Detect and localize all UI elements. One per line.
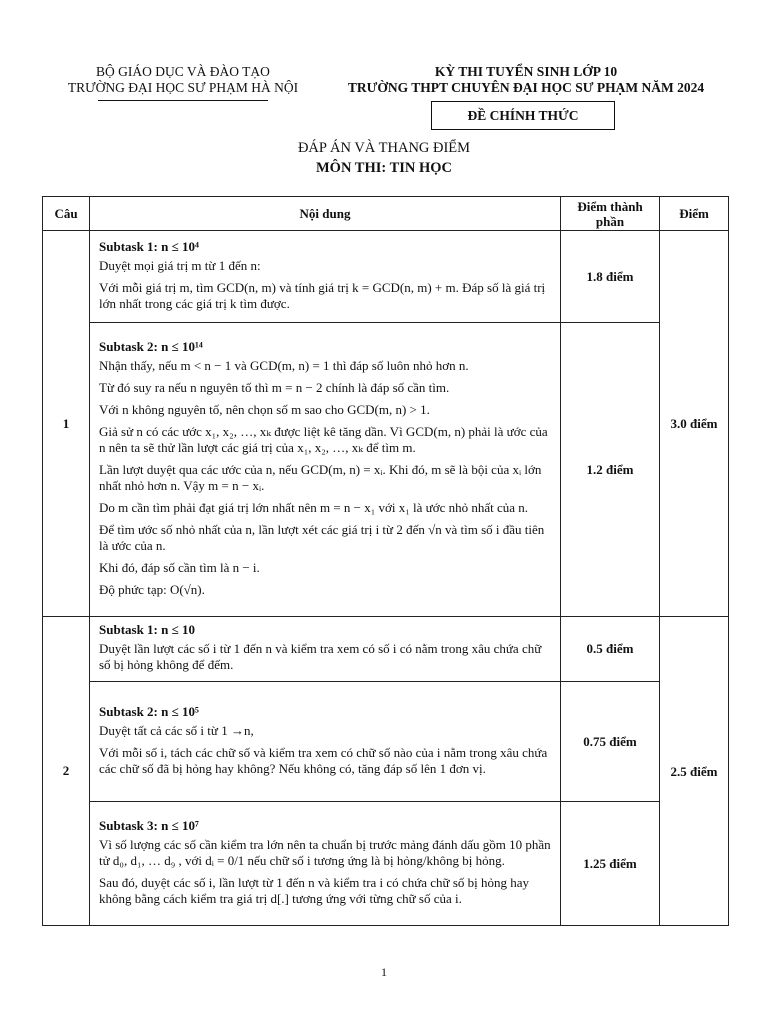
content-line: Với mỗi giá trị m, tìm GCD(n, m) và tính giá trị k = GCD(n, m) + m. Đáp số là giá trị lớn nhất trong các giá trị k tìm được. [99, 279, 546, 311]
subtask-points: 1.25 điểm [561, 802, 660, 926]
table-row [43, 682, 729, 802]
table-row [43, 231, 729, 323]
content-line: Để tìm ước số nhỏ nhất của n, lần lượt xét các giá trị i từ 2 đến √n và tìm số i đầu tiên là ước của n. [99, 521, 545, 553]
question-number: 1 [43, 231, 90, 617]
subtask-points: 0.75 điểm [561, 682, 660, 802]
content-line: Do m cần tìm phải đạt giá trị lớn nhất nên m = n − x₁ với x₁ là ước nhỏ nhất của n. [99, 499, 529, 515]
document-title: ĐÁP ÁN VÀ THANG ĐIỂM [297, 140, 471, 156]
content-line: Lần lượt duyệt qua các ước của n, nếu GCD(m, n) = xᵢ. Khi đó, m sẽ là bội của xᵢ lớn nhất nhỏ hơn n. Vậy m = n − xᵢ. [99, 461, 542, 493]
table-row [43, 617, 729, 682]
subtask-points: 1.2 điểm [561, 323, 660, 617]
content-line: Giả sử n có các ước x₁, x₂, …, xₖ được liệt kê tăng dần. Vì GCD(m, n) phải là ước của n nên ta sẽ thử lần lượt các giá trị của x₁, x₂, …, xₖ để tìm m. [99, 423, 548, 455]
content-line: Vì số lượng các số cần kiểm tra lớn nên ta chuẩn bị trước mảng đánh dấu gồm 10 phần tử d₀, d₁, … d₉ , với dᵢ = 0/1 nếu chữ số i tương ứng là bị hỏng/không bị hỏng. [99, 836, 551, 868]
header-partial-points: Điểm thành phần [561, 197, 660, 231]
table-row [43, 323, 729, 617]
subtask-title: Subtask 2: n ≤ 10¹⁴ [99, 338, 203, 354]
university-name: TRƯỜNG ĐẠI HỌC SƯ PHẠM HÀ NỘI [67, 80, 299, 95]
header-content: Nội dung [90, 197, 561, 231]
subtask-title: Subtask 3: n ≤ 10⁷ [99, 817, 199, 833]
content-line: Với mỗi số i, tách các chữ số và kiểm tra xem có chữ số nào của i nằm trong xâu chứa các chữ số đã bị hỏng hay không? Nếu không có, tăng đáp số lên 1 đơn vị. [99, 744, 548, 776]
content-line: Nhận thấy, nếu m < n − 1 và GCD(m, n) = 1 thì đáp số luôn nhỏ hơn n. [99, 357, 469, 373]
ministry-name: BỘ GIÁO DỤC VÀ ĐÀO TẠO [96, 64, 270, 79]
subtask-title: Subtask 1: n ≤ 10⁴ [99, 238, 199, 254]
content-line: Duyệt tất cả các số i từ 1 →n, [99, 722, 254, 738]
table-header-row [43, 197, 729, 231]
subtask-title: Subtask 2: n ≤ 10⁵ [99, 703, 199, 719]
subtask-title: Subtask 1: n ≤ 10 [99, 622, 196, 637]
subtask-content [90, 323, 561, 617]
question-total-points: 3.0 điểm [660, 231, 729, 617]
ministry-header [48, 64, 318, 101]
subject-title: MÔN THI: TIN HỌC [315, 160, 453, 176]
content-line: Sau đó, duyệt các số i, lần lượt từ 1 đến n và kiểm tra i có chứa chữ số bị hỏng hay không bằng cách kiểm tra giá trị d[.] tương ứng với từng chữ số của i. [99, 874, 530, 906]
subtask-content [90, 231, 561, 323]
subtask-content [90, 682, 561, 802]
exam-header [326, 64, 726, 96]
table-row [43, 802, 729, 926]
page-number: 1 [381, 965, 387, 979]
content-line: Từ đó suy ra nếu n nguyên tố thì m = n − 2 chính là đáp số cần tìm. [99, 379, 450, 395]
grading-table [42, 196, 729, 926]
subtask-points: 1.8 điểm [561, 231, 660, 323]
header-points: Điểm [660, 197, 729, 231]
header-question: Câu [43, 197, 90, 231]
header-underline [98, 100, 268, 101]
official-exam-badge: ĐỀ CHÍNH THỨC [431, 101, 615, 130]
question-total-points: 2.5 điểm [660, 617, 729, 926]
subtask-content [90, 802, 561, 926]
school-name: TRƯỜNG THPT CHUYÊN ĐẠI HỌC SƯ PHẠM NĂM 2024 [347, 80, 705, 95]
question-number: 2 [43, 617, 90, 926]
subtask-points: 0.5 điểm [561, 617, 660, 682]
content-line: Với n không nguyên tố, nên chọn số m sao cho GCD(m, n) > 1. [99, 401, 430, 417]
exam-name: KỲ THI TUYỂN SINH LỚP 10 [434, 64, 618, 79]
content-line: Khi đó, đáp số cần tìm là n − i. [99, 559, 260, 575]
content-line: Độ phức tạp: O(√n). [99, 581, 205, 597]
content-line: Duyệt mọi giá trị m từ 1 đến n: [99, 257, 261, 273]
content-line: Duyệt lần lượt các số i từ 1 đến n và kiểm tra xem có số i có nằm trong xâu chứa chữ số bị hỏng không để đếm. [99, 641, 542, 672]
subtask-content [90, 617, 561, 682]
